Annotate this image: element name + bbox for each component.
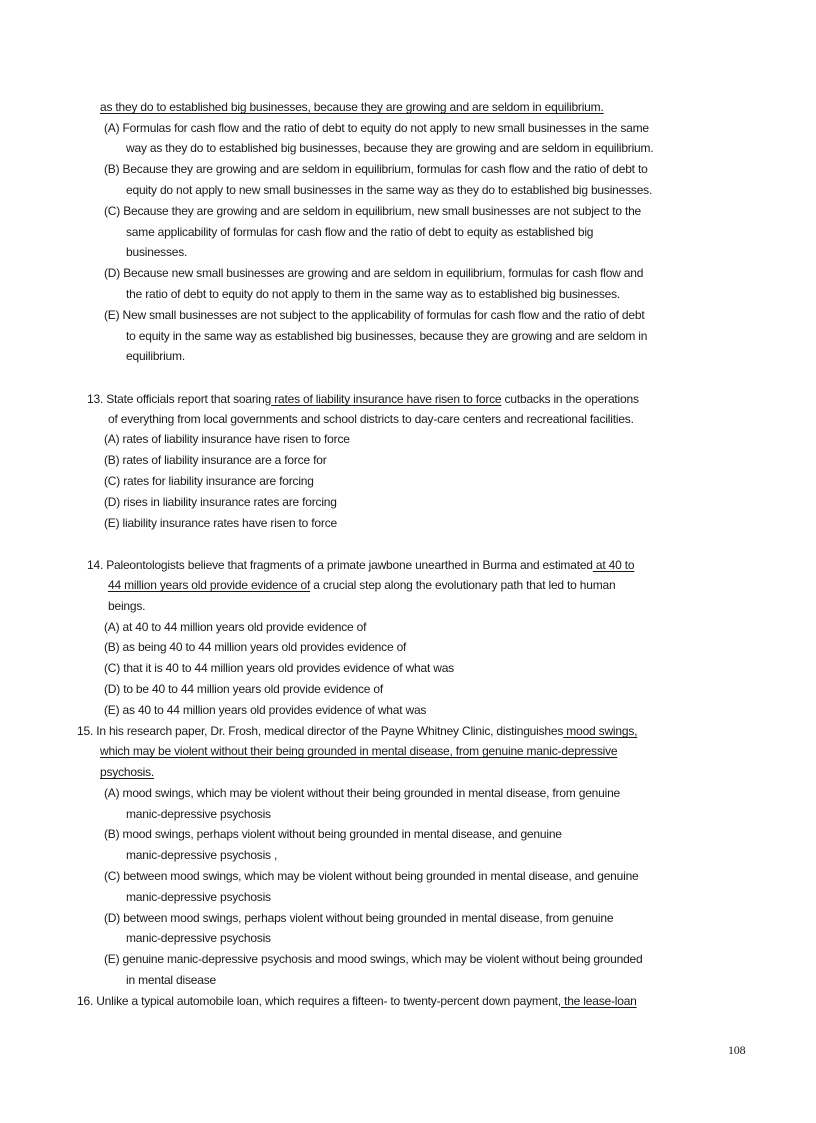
q14-choice-d: (D) to be 40 to 44 million years old provide evidence of <box>104 682 383 696</box>
q13-choice-b: (B) rates of liability insurance are a force for <box>104 453 327 467</box>
page-number: 108 <box>728 1043 746 1057</box>
q16-stem: 16. Unlike a typical automobile loan, which requires a fifteen- to twenty-percent down payment, the lease-loan <box>77 994 637 1008</box>
q13-choice-a: (A) rates of liability insurance have risen to force <box>104 432 350 446</box>
q12-choice-b-cont: equity do not apply to new small businesses in the same way as they do to established big businesses. <box>126 183 653 197</box>
q15-choice-e: (E) genuine manic-depressive psychosis and mood swings, which may be violent without being grounded <box>104 952 643 966</box>
q15-choice-b: (B) mood swings, perhaps violent without being grounded in mental disease, and genuine <box>104 827 562 841</box>
q15-choice-a: (A) mood swings, which may be violent without their being grounded in mental disease, from genuine <box>104 786 621 800</box>
q13-choice-c: (C) rates for liability insurance are forcing <box>104 474 314 488</box>
q15-choice-d: (D) between mood swings, perhaps violent without being grounded in mental disease, from genuine <box>104 911 614 925</box>
q14-stem-cont2: beings. <box>108 599 146 613</box>
q14-stem-cont: 44 million years old provide evidence of a crucial step along the evolutionary path that led to human <box>108 578 616 592</box>
q12-choice-e-cont2: equilibrium. <box>126 349 185 363</box>
q15-choice-d-cont: manic-depressive psychosis <box>126 931 271 945</box>
q12-choice-e: (E) New small businesses are not subject to the applicability of formulas for cash flow and the ratio of debt <box>104 308 645 322</box>
q13-choice-e: (E) liability insurance rates have risen to force <box>104 516 337 530</box>
q12-choice-d: (D) Because new small businesses are growing and are seldom in equilibrium, formulas for cash flow and <box>104 266 644 280</box>
q12-choice-c: (C) Because they are growing and are seldom in equilibrium, new small businesses are not subject to the <box>104 204 642 218</box>
q12-stem-tail: as they do to established big businesses, because they are growing and are seldom in equilibrium. <box>100 100 604 114</box>
q12-choice-c-cont2: businesses. <box>126 245 188 259</box>
q12-choice-c-cont: same applicability of formulas for cash flow and the ratio of debt to equity as established big <box>126 225 594 239</box>
q12-choice-d-cont: the ratio of debt to equity do not apply to them in the same way as to established big businesses. <box>126 287 621 301</box>
q12-choice-a-cont: way as they do to established big businesses, because they are growing and are seldom in equilibrium. <box>126 141 654 155</box>
q14-choice-c: (C) that it is 40 to 44 million years old provides evidence of what was <box>104 661 454 675</box>
q15-choice-e-cont: in mental disease <box>126 973 216 987</box>
q15-choice-c-cont: manic-depressive psychosis <box>126 890 271 904</box>
q15-stem-cont: which may be violent without their being grounded in mental disease, from genuine manic-depressive <box>100 744 618 758</box>
q12-choice-a: (A) Formulas for cash flow and the ratio of debt to equity do not apply to new small businesses in the same <box>104 121 649 135</box>
q14-stem: 14. Paleontologists believe that fragments of a primate jawbone unearthed in Burma and estimated at 40 to <box>87 558 635 572</box>
q14-choice-b: (B) as being 40 to 44 million years old provides evidence of <box>104 640 407 654</box>
q13-stem: 13. State officials report that soaring rates of liability insurance have risen to force cutbacks in the operations <box>87 392 639 406</box>
q12-choice-e-cont: to equity in the same way as established big businesses, because they are growing and are seldom in <box>126 329 648 343</box>
q15-choice-a-cont: manic-depressive psychosis <box>126 807 271 821</box>
q12-choice-b: (B) Because they are growing and are seldom in equilibrium, formulas for cash flow and the ratio of debt to <box>104 162 648 176</box>
q14-choice-a: (A) at 40 to 44 million years old provide evidence of <box>104 620 367 634</box>
q15-choice-b-cont: manic-depressive psychosis , <box>126 848 278 862</box>
q15-stem: 15. In his research paper, Dr. Frosh, medical director of the Payne Whitney Clinic, distinguishes mood swings, <box>77 724 638 738</box>
q14-choice-e: (E) as 40 to 44 million years old provides evidence of what was <box>104 703 427 717</box>
q15-stem-cont2: psychosis. <box>100 765 155 779</box>
q13-choice-d: (D) rises in liability insurance rates are forcing <box>104 495 337 509</box>
q13-stem-cont: of everything from local governments and school districts to day-care centers and recreational facilities. <box>108 412 634 426</box>
q15-choice-c: (C) between mood swings, which may be violent without being grounded in mental disease, and genuine <box>104 869 639 883</box>
